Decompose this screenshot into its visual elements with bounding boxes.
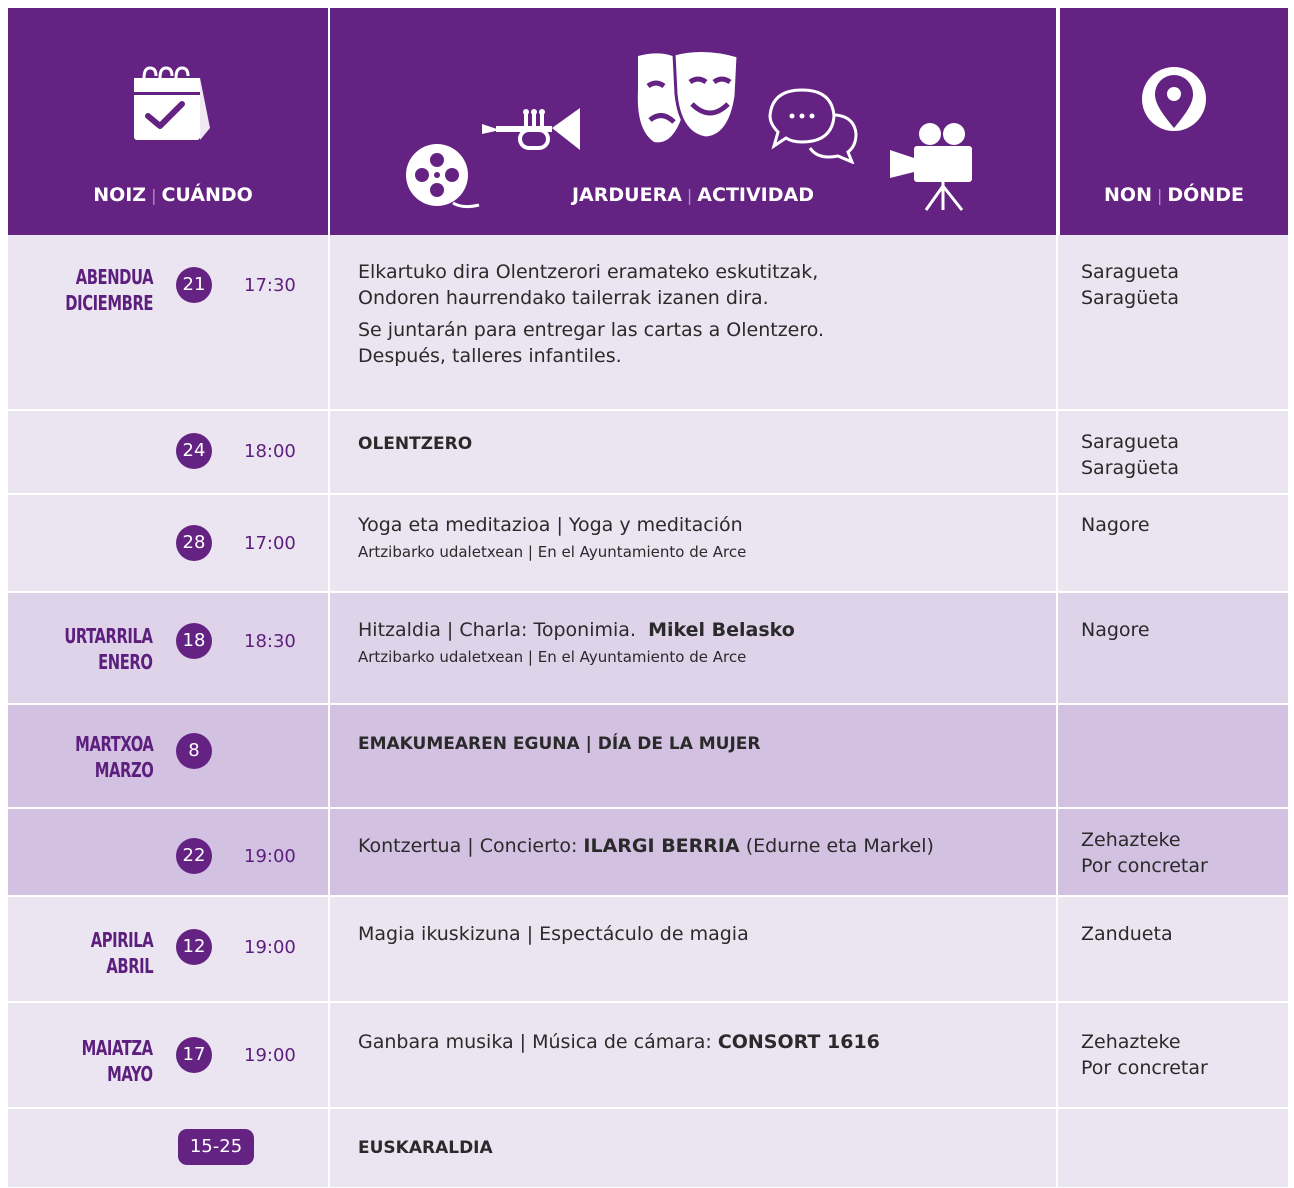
header-when [8, 8, 328, 235]
activity-line: Yoga eta meditazioa | Yoga y meditación [358, 514, 743, 536]
activity-speaker: Mikel Belasko [648, 619, 795, 641]
venue [1081, 429, 1179, 481]
month-eu: APIRILA [90, 928, 153, 952]
column-divider [1056, 593, 1058, 703]
activity-note: Artzibarko udaletxean | En el Ayuntamiento de Arce [358, 648, 747, 666]
column-divider [328, 1109, 330, 1187]
day-badge: 21 [176, 267, 212, 303]
column-divider [328, 235, 330, 409]
venue [1081, 259, 1179, 311]
venue-eu: Zehazteke [1081, 1031, 1181, 1053]
table-row [8, 593, 1288, 703]
column-divider [328, 897, 330, 1001]
day-badge: 24 [176, 433, 212, 469]
header-activity [330, 8, 1056, 235]
header-activity-title [330, 184, 1056, 206]
month-label [75, 731, 153, 783]
month-es: ENERO [98, 650, 153, 674]
column-divider [1056, 1003, 1058, 1107]
month-es: MARZO [94, 758, 153, 782]
activity-text [358, 833, 1048, 859]
table-row [8, 495, 1288, 591]
activity-plain: Ganbara musika | Música de cámara: [358, 1031, 712, 1053]
activity-detail: (Edurne eta Markel) [745, 835, 934, 857]
venue-eu: Nagore [1081, 514, 1150, 536]
venue-es: Saragüeta [1081, 287, 1180, 309]
header-when-es: CUÁNDO [161, 184, 253, 206]
venue-eu: Saragueta [1081, 261, 1180, 283]
header-where-eu: NON [1104, 184, 1152, 206]
activity-text: Magia ikuskizuna | Espectáculo de magia [358, 923, 749, 945]
event-time: 17:00 [244, 533, 296, 554]
month-es: ABRIL [106, 954, 153, 978]
event-time: 17:30 [244, 275, 296, 296]
event-time: 19:00 [244, 1045, 296, 1066]
activity-title: EMAKUMEAREN EGUNA | DÍA DE LA MUJER [358, 734, 761, 754]
column-divider [1056, 897, 1058, 1001]
venue-eu: Zandueta [1081, 923, 1173, 945]
column-divider [1056, 809, 1058, 895]
header-when-title [8, 184, 338, 206]
event-time: 18:30 [244, 631, 296, 652]
venue-eu: Zehazteke [1081, 829, 1181, 851]
month-label [65, 623, 153, 675]
month-eu: MAIATZA [81, 1036, 153, 1060]
month-label [65, 264, 153, 316]
day-badge: 28 [176, 525, 212, 561]
activity-line: Ondoren haurrendako tailerrak izanen dira. [358, 287, 769, 309]
header-separator: | [151, 186, 157, 205]
theater-masks-icon [634, 50, 742, 150]
calendar-check-icon [130, 66, 216, 146]
activity-title: EUSKARALDIA [358, 1138, 493, 1158]
venue-es: Saragüeta [1081, 457, 1180, 479]
activity-text [358, 512, 1048, 562]
venue [1081, 512, 1150, 538]
day-badge: 12 [176, 929, 212, 965]
activity-line: Elkartuko dira Olentzerori eramateko eskutitzak, [358, 261, 819, 283]
activity-performer: ILARGI BERRIA [583, 835, 740, 857]
venue-es: Por concretar [1081, 1057, 1208, 1079]
day-badge: 8 [176, 733, 212, 769]
header-activity-eu: JARDUERA [571, 184, 682, 206]
month-label [82, 1035, 153, 1087]
table-row [8, 705, 1288, 807]
location-pin-icon [1141, 66, 1207, 146]
event-time: 19:00 [244, 846, 296, 867]
column-divider [328, 705, 330, 807]
venue [1081, 921, 1173, 947]
trumpet-icon [480, 100, 584, 158]
month-eu: URTARRILA [64, 624, 153, 648]
event-time: 19:00 [244, 937, 296, 958]
header-where-es: DÓNDE [1167, 184, 1244, 206]
header-separator: | [686, 186, 693, 205]
table-row [8, 411, 1288, 493]
speech-bubbles-icon [768, 86, 860, 164]
month-eu: MARTXOA [74, 732, 153, 756]
column-divider [1056, 235, 1058, 409]
activity-text [358, 1029, 1048, 1055]
activity-text [358, 617, 1048, 667]
day-range-badge: 15-25 [178, 1129, 254, 1165]
activity-performer: CONSORT 1616 [717, 1031, 880, 1053]
activity-text [358, 259, 1048, 369]
table-row [8, 1109, 1288, 1187]
column-divider [1056, 411, 1058, 493]
venue [1081, 1029, 1208, 1081]
activity-line [358, 617, 1048, 643]
table-row [8, 809, 1288, 895]
table-row [8, 897, 1288, 1001]
activity-title: OLENTZERO [358, 434, 473, 454]
venue [1081, 827, 1208, 879]
activity-line: Después, talleres infantiles. [358, 345, 622, 367]
month-es: MAYO [107, 1062, 153, 1086]
table-row [8, 235, 1288, 409]
day-badge: 18 [176, 623, 212, 659]
column-divider [328, 593, 330, 703]
column-divider [328, 495, 330, 591]
venue-es: Por concretar [1081, 855, 1208, 877]
table-row [8, 1003, 1288, 1107]
month-eu: ABENDUA [75, 265, 153, 289]
header-where [1060, 8, 1288, 235]
month-label [90, 927, 153, 979]
header-when-eu: NOIZ [93, 184, 147, 206]
column-divider [328, 809, 330, 895]
day-badge: 17 [176, 1037, 212, 1073]
column-divider [1056, 495, 1058, 591]
activity-note: Artzibarko udaletxean | En el Ayuntamiento de Arce [358, 543, 747, 561]
event-time: 18:00 [244, 441, 296, 462]
activity-plain: Kontzertua | Concierto: [358, 835, 578, 857]
day-badge: 22 [176, 838, 212, 874]
month-es: DICIEMBRE [65, 291, 153, 315]
column-divider [328, 411, 330, 493]
activity-plain: Hitzaldia | Charla: Toponimia. [358, 619, 636, 641]
column-divider [328, 1003, 330, 1107]
column-divider [1056, 1109, 1058, 1187]
header-separator: | [1157, 186, 1163, 205]
venue-eu: Nagore [1081, 619, 1150, 641]
header-where-title [1060, 184, 1288, 206]
activity-line: Se juntarán para entregar las cartas a Olentzero. [358, 319, 825, 341]
column-divider [1056, 705, 1058, 807]
header-activity-es: ACTIVIDAD [697, 184, 814, 206]
venue [1081, 617, 1150, 643]
venue-eu: Saragueta [1081, 431, 1180, 453]
